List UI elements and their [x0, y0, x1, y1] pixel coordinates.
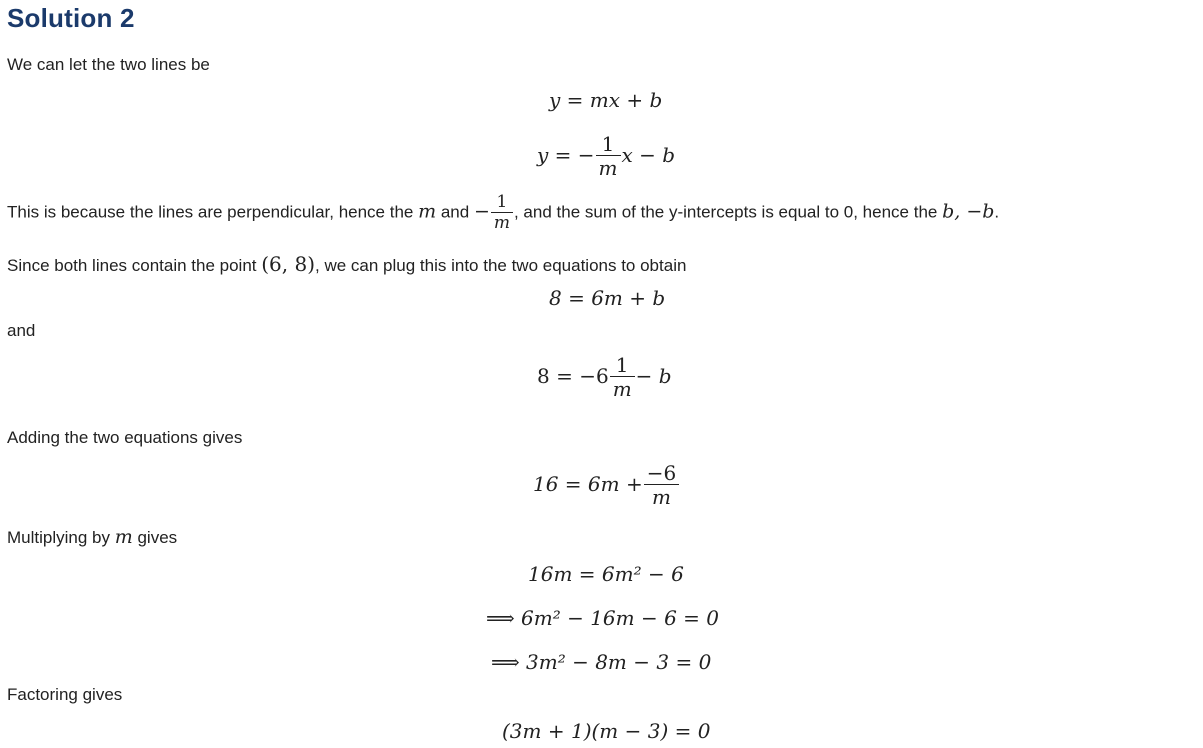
explanation-part-3: , and the sum of the y-intercepts is equal to 0, hence the [513, 202, 943, 222]
equation-line-3: 8 = 6m + b [549, 286, 666, 310]
inline-numerator: 1 [496, 192, 508, 212]
explanation-part-1: This is because the lines are perpendicular, hence the [7, 202, 419, 222]
fraction-one-over-m [596, 133, 621, 180]
equation-line-7: ⟹ 6m² − 16m − 6 = 0 [486, 606, 720, 630]
equation-line-2-right: x − b [621, 143, 676, 167]
adding-text: Adding the two equations gives [7, 428, 243, 447]
denominator: m [644, 484, 679, 509]
equation-line-6: 16m = 6m² − 6 [528, 562, 684, 586]
inline-m: m [114, 526, 133, 548]
equation-line-2 [537, 133, 675, 180]
perpendicular-explanation [7, 193, 999, 233]
solution-heading: Solution 2 [7, 3, 135, 33]
explanation-part-2: and [436, 202, 474, 222]
inline-m: m [418, 200, 437, 223]
intro-text: We can let the two lines be [7, 55, 210, 74]
factoring-text: Factoring gives [7, 685, 123, 704]
numerator: −6 [646, 461, 677, 485]
and-text: and [7, 321, 36, 340]
mult-part-2: gives [132, 528, 178, 547]
explanation-part-4: . [994, 202, 1000, 222]
inline-minus: − [473, 200, 490, 223]
equation-line-1: y = mx + b [549, 88, 663, 112]
inline-point: (6, 8) [261, 252, 316, 276]
inline-fraction [491, 193, 513, 233]
fraction-neg6-over-m [644, 462, 679, 509]
point-explanation [7, 252, 686, 276]
fraction-one-over-m-2 [610, 354, 635, 401]
numerator: 1 [601, 132, 615, 156]
since-part-1: Since both lines contain the point [7, 256, 262, 275]
equation-line-9: (3m + 1)(m − 3) = 0 [502, 719, 711, 743]
equation-line-4 [537, 354, 672, 401]
denominator: m [596, 155, 621, 180]
equation-line-5 [533, 462, 680, 509]
inline-denominator: m [491, 212, 513, 233]
multiplying-text [7, 526, 177, 548]
mult-part-1: Multiplying by [7, 528, 115, 547]
equation-line-5-left: 16 = 6m + [533, 472, 643, 496]
since-part-2: , we can plug this into the two equations to obtain [315, 256, 687, 275]
denominator: m [610, 376, 635, 401]
equation-line-4-right: − b [635, 364, 672, 388]
equation-line-4-left: 8 = −6 [537, 364, 609, 388]
equation-line-2-left: y = − [537, 143, 595, 167]
numerator: 1 [615, 353, 629, 377]
inline-b-negb: b, −b [942, 200, 995, 223]
equation-line-8: ⟹ 3m² − 8m − 3 = 0 [491, 650, 712, 674]
